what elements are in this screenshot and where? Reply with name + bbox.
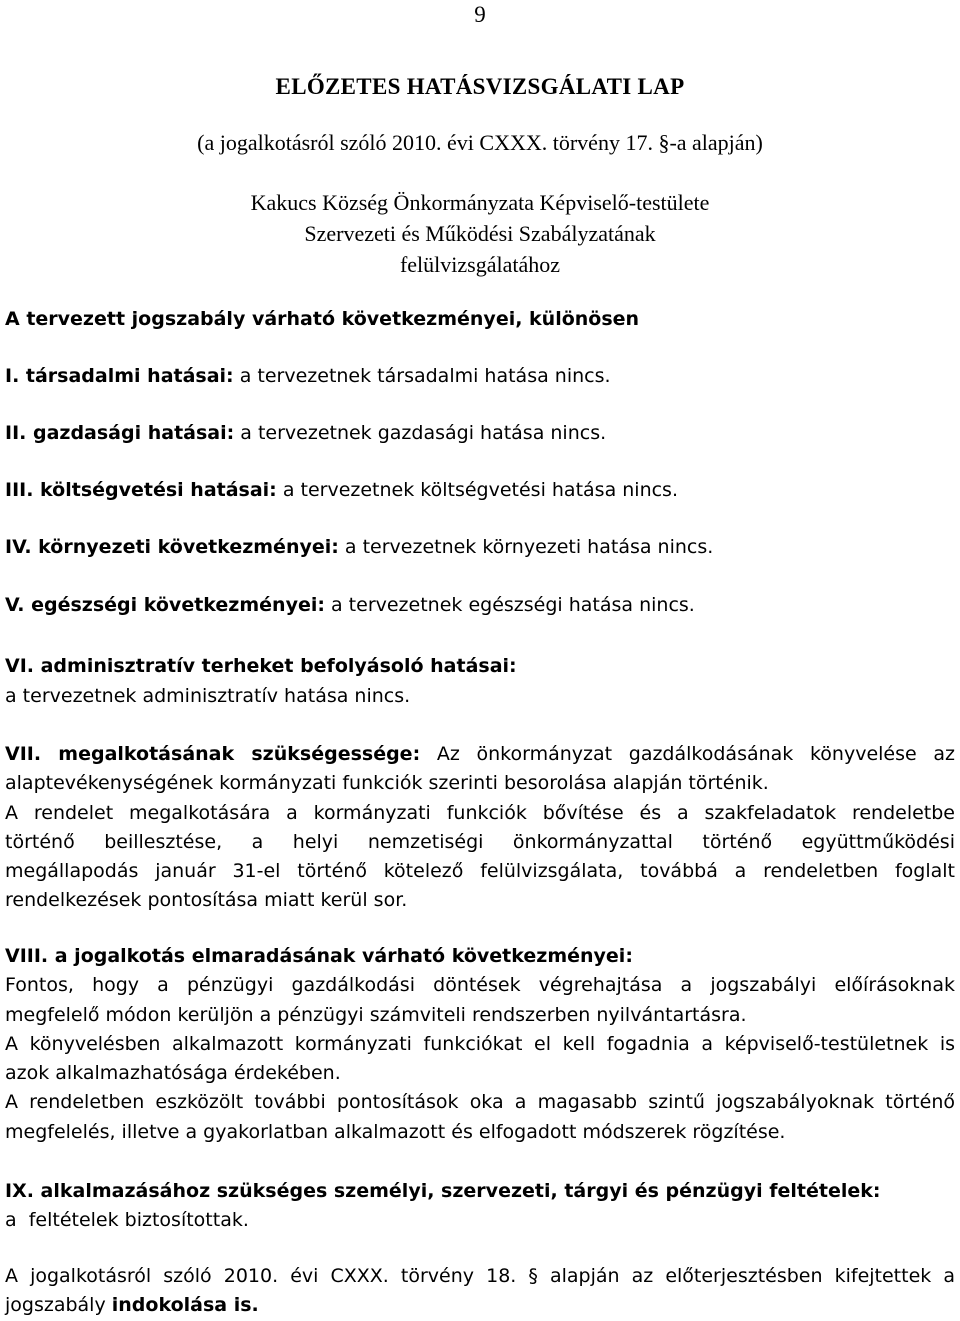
section-budget-impacts <box>5 479 678 501</box>
section-social-impacts <box>5 365 611 387</box>
section-label: IX. alkalmazásához szükséges személyi, szervezeti, tárgyi és pénzügyi feltételek: <box>5 1180 881 1202</box>
section-label: III. költségvetési hatásai: <box>5 479 277 501</box>
section-text-line: A rendelet megalkotására a kormányzati funkciók bővítése és a szakfeladatok rendeletbe <box>5 801 955 824</box>
section-text-line: történő beillesztése, a helyi nemzetiségi önkormányzattal történő együttműködési <box>5 830 955 853</box>
section-economic-impacts <box>5 422 606 444</box>
section-text-line: megfelelés, illetve a gyakorlatban alkalmazott és elfogadott módszerek rögzítése. <box>5 1120 786 1143</box>
section-text: a tervezetnek költségvetési hatása nincs. <box>276 479 678 501</box>
section-text-line: Fontos, hogy a pénzügyi gazdálkodási döntések végrehajtása a jogszabályi előírásoknak <box>5 974 955 997</box>
section-text-line: azok alkalmazhatósága érdekében. <box>5 1062 341 1085</box>
section-text: a feltételek biztosítottak. <box>5 1209 249 1232</box>
section-administrative-burden <box>5 651 517 711</box>
intro-line: A tervezett jogszabály várható következményei, különösen <box>5 308 640 330</box>
section-necessity <box>5 740 955 916</box>
legal-basis-subtitle: (a jogalkotásról szóló 2010. évi CXXX. törvény 17. §-a alapján) <box>197 130 763 155</box>
closing-statement <box>5 1262 955 1321</box>
section-label: IV. környezeti következményei: <box>5 536 339 558</box>
section-text: a tervezetnek társadalmi hatása nincs. <box>233 365 611 387</box>
section-text: a tervezetnek gazdasági hatása nincs. <box>234 422 607 444</box>
section-text: a tervezetnek környezeti hatása nincs. <box>338 536 714 558</box>
section-text: a tervezetnek egészségi hatása nincs. <box>324 594 695 616</box>
section-text-line: A rendeletben eszközölt további pontosítások oka a magasabb szintű jogszabályoknak történő <box>5 1091 955 1114</box>
heading-line-2: Szervezeti és Működési Szabályzatának <box>304 221 656 246</box>
heading-line-3: felülvizsgálatához <box>399 252 561 277</box>
document-heading <box>0 187 960 280</box>
closing-line-2: jogszabály <box>5 1294 112 1317</box>
section-label: VI. adminisztratív terheket befolyásoló hatásai: <box>5 655 517 677</box>
closing-line-1: A jogalkotásról szóló 2010. évi CXXX. törvény 18. § alapján az előterjesztésben kifejtettek a <box>5 1265 955 1287</box>
section-label: I. társadalmi hatásai: <box>5 365 234 387</box>
section-text-line: megfelelő módon kerüljön a pénzügyi számviteli rendszerben nyilvántartásra. <box>5 1003 747 1026</box>
document-title: ELŐZETES HATÁSVIZSGÁLATI LAP <box>275 74 685 99</box>
section-environmental-consequences <box>5 536 713 558</box>
section-text-line: Az önkormányzat gazdálkodásának könyvelése az <box>420 743 955 765</box>
section-label: VII. megalkotásának szükségessége: <box>5 743 421 765</box>
section-text-line: A könyvelésben alkalmazott kormányzati funkciókat el kell fogadnia a képviselő-testületnek is <box>5 1032 955 1055</box>
closing-emphasis: indokolása is. <box>111 1294 259 1317</box>
page-number: 9 <box>474 2 486 27</box>
section-text-line: alaptevékenységének kormányzati funkciók szerinti besorolása alapján történik. <box>5 772 769 795</box>
heading-line-1: Kakucs Község Önkormányzata Képviselő-testülete <box>250 190 710 215</box>
section-consequences-of-omission <box>5 942 955 1147</box>
section-required-conditions <box>5 1177 955 1236</box>
section-text-line: megállapodás január 31-el történő kötelező felülvizsgálata, továbbá a rendeletben foglalt <box>5 860 955 883</box>
section-label: VIII. a jogalkotás elmaradásának várható következményei: <box>5 945 633 967</box>
section-health-consequences <box>5 594 695 616</box>
section-label: V. egészségi következményei: <box>5 594 325 616</box>
section-text-line: rendelkezések pontosítása miatt kerül sor. <box>5 889 408 912</box>
section-text: a tervezetnek adminisztratív hatása nincs. <box>5 685 411 707</box>
section-label: II. gazdasági hatásai: <box>5 422 235 444</box>
